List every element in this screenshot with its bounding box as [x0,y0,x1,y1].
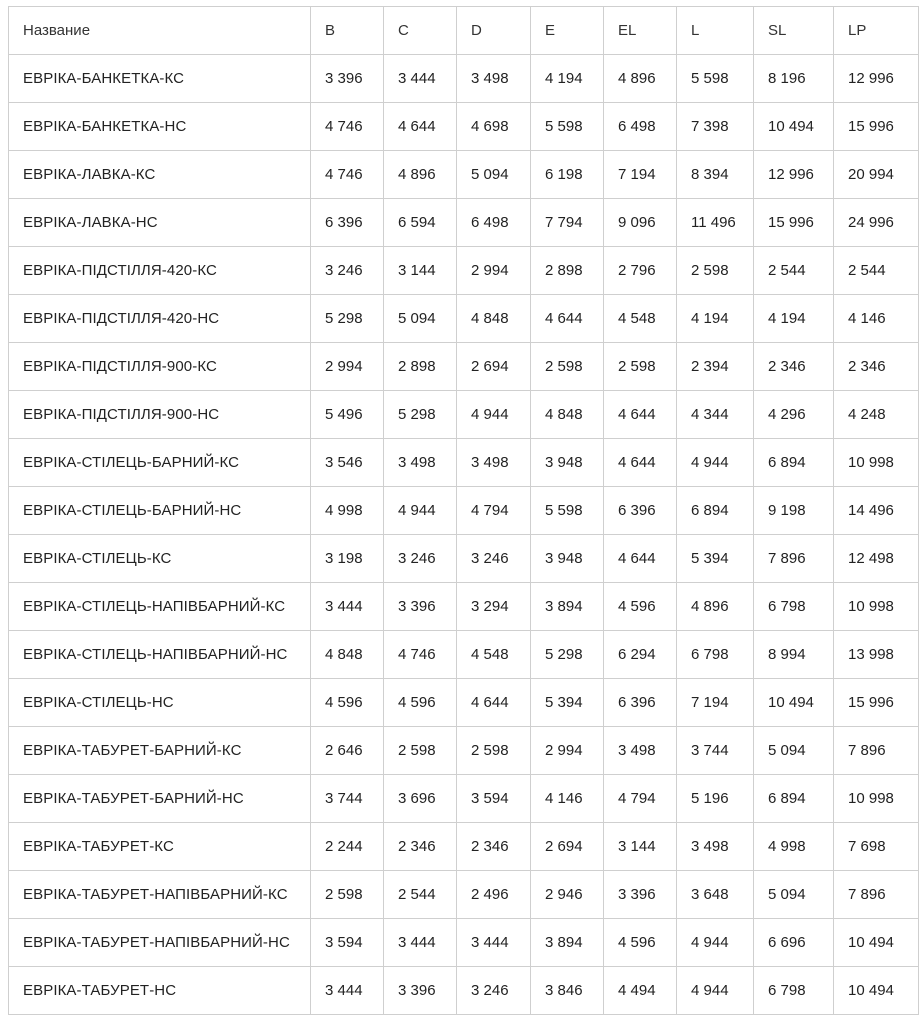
table-row [9,439,919,487]
column-header-lp: LP [834,7,919,55]
product-name-cell: ЕВРІКА-ПІДСТІЛЛЯ-900-КС [9,343,311,391]
price-cell-sl: 6 696 [754,919,834,967]
price-cell-b: 5 298 [311,295,384,343]
price-cell-l: 5 394 [677,535,754,583]
price-cell-e: 2 694 [531,823,604,871]
price-cell-c: 2 544 [384,871,457,919]
price-cell-l: 3 744 [677,727,754,775]
price-cell-el: 2 598 [604,343,677,391]
price-cell-c: 4 746 [384,631,457,679]
price-cell-el: 6 396 [604,679,677,727]
price-cell-sl: 4 998 [754,823,834,871]
price-cell-c: 3 696 [384,775,457,823]
table-row [9,727,919,775]
product-name-cell: ЕВРІКА-ПІДСТІЛЛЯ-900-НС [9,391,311,439]
price-cell-e: 3 948 [531,535,604,583]
price-cell-lp: 10 998 [834,439,919,487]
price-cell-l: 7 194 [677,679,754,727]
price-cell-e: 6 198 [531,151,604,199]
price-cell-b: 3 396 [311,55,384,103]
price-cell-c: 3 444 [384,919,457,967]
price-cell-d: 3 246 [457,967,531,1015]
price-cell-d: 4 644 [457,679,531,727]
price-cell-el: 4 644 [604,391,677,439]
price-cell-d: 3 444 [457,919,531,967]
price-cell-lp: 12 996 [834,55,919,103]
price-cell-d: 3 594 [457,775,531,823]
price-cell-l: 4 944 [677,919,754,967]
column-header-sl: SL [754,7,834,55]
price-cell-l: 4 194 [677,295,754,343]
price-cell-lp: 10 494 [834,919,919,967]
price-cell-e: 5 598 [531,103,604,151]
price-cell-el: 2 796 [604,247,677,295]
price-cell-el: 4 596 [604,583,677,631]
table-row [9,247,919,295]
price-cell-l: 4 944 [677,439,754,487]
price-cell-lp: 15 996 [834,103,919,151]
price-cell-c: 3 444 [384,55,457,103]
product-name-cell: ЕВРІКА-ТАБУРЕТ-НС [9,967,311,1015]
price-cell-el: 3 144 [604,823,677,871]
table-row [9,295,919,343]
price-cell-c: 2 598 [384,727,457,775]
price-cell-el: 4 896 [604,55,677,103]
price-cell-d: 2 598 [457,727,531,775]
product-name-cell: ЕВРІКА-ПІДСТІЛЛЯ-420-КС [9,247,311,295]
table-row [9,535,919,583]
price-cell-lp: 10 998 [834,583,919,631]
price-cell-d: 3 498 [457,55,531,103]
price-cell-c: 3 246 [384,535,457,583]
price-cell-b: 4 746 [311,103,384,151]
price-cell-e: 2 994 [531,727,604,775]
table-row [9,55,919,103]
price-cell-c: 5 094 [384,295,457,343]
product-name-cell: ЕВРІКА-ТАБУРЕТ-БАРНИЙ-НС [9,775,311,823]
product-name-cell: ЕВРІКА-ТАБУРЕТ-НАПІВБАРНИЙ-КС [9,871,311,919]
price-cell-e: 3 894 [531,919,604,967]
table-row [9,343,919,391]
price-cell-lp: 13 998 [834,631,919,679]
price-cell-b: 3 744 [311,775,384,823]
price-cell-d: 4 698 [457,103,531,151]
price-cell-lp: 2 346 [834,343,919,391]
table-row [9,583,919,631]
price-cell-d: 4 794 [457,487,531,535]
price-cell-l: 6 894 [677,487,754,535]
price-cell-d: 3 246 [457,535,531,583]
price-cell-d: 4 848 [457,295,531,343]
price-cell-b: 3 546 [311,439,384,487]
price-cell-l: 5 598 [677,55,754,103]
price-cell-b: 4 998 [311,487,384,535]
product-name-cell: ЕВРІКА-ТАБУРЕТ-БАРНИЙ-КС [9,727,311,775]
price-cell-b: 3 198 [311,535,384,583]
price-cell-sl: 15 996 [754,199,834,247]
table-body [9,55,919,1015]
price-cell-el: 6 294 [604,631,677,679]
price-cell-b: 2 244 [311,823,384,871]
price-cell-d: 2 496 [457,871,531,919]
price-table-container [8,6,919,1015]
product-name-cell: ЕВРІКА-СТІЛЕЦЬ-НС [9,679,311,727]
product-name-cell: ЕВРІКА-СТІЛЕЦЬ-КС [9,535,311,583]
price-cell-e: 5 598 [531,487,604,535]
price-cell-c: 4 944 [384,487,457,535]
product-name-cell: ЕВРІКА-БАНКЕТКА-НС [9,103,311,151]
product-name-cell: ЕВРІКА-СТІЛЕЦЬ-БАРНИЙ-КС [9,439,311,487]
column-header-el: EL [604,7,677,55]
price-cell-sl: 9 198 [754,487,834,535]
column-header-l: L [677,7,754,55]
table-row [9,487,919,535]
product-name-cell: ЕВРІКА-ЛАВКА-НС [9,199,311,247]
price-cell-c: 3 498 [384,439,457,487]
product-name-cell: ЕВРІКА-ТАБУРЕТ-КС [9,823,311,871]
column-header-name: Название [9,7,311,55]
price-cell-el: 6 498 [604,103,677,151]
price-cell-sl: 6 894 [754,439,834,487]
price-cell-sl: 5 094 [754,727,834,775]
price-cell-lp: 12 498 [834,535,919,583]
table-row [9,871,919,919]
price-cell-d: 6 498 [457,199,531,247]
price-cell-sl: 2 346 [754,343,834,391]
product-name-cell: ЕВРІКА-БАНКЕТКА-КС [9,55,311,103]
price-cell-e: 2 898 [531,247,604,295]
price-cell-d: 5 094 [457,151,531,199]
price-cell-l: 8 394 [677,151,754,199]
price-cell-b: 4 596 [311,679,384,727]
price-cell-el: 4 794 [604,775,677,823]
price-cell-b: 6 396 [311,199,384,247]
price-cell-d: 2 994 [457,247,531,295]
table-row [9,103,919,151]
price-cell-d: 4 548 [457,631,531,679]
price-cell-l: 3 648 [677,871,754,919]
price-cell-e: 2 598 [531,343,604,391]
price-cell-l: 5 196 [677,775,754,823]
price-cell-sl: 2 544 [754,247,834,295]
price-cell-c: 6 594 [384,199,457,247]
price-cell-d: 2 346 [457,823,531,871]
table-row [9,775,919,823]
price-cell-d: 3 294 [457,583,531,631]
price-cell-sl: 4 296 [754,391,834,439]
price-cell-lp: 4 248 [834,391,919,439]
price-cell-l: 3 498 [677,823,754,871]
price-cell-c: 3 396 [384,967,457,1015]
column-header-d: D [457,7,531,55]
product-name-cell: ЕВРІКА-СТІЛЕЦЬ-БАРНИЙ-НС [9,487,311,535]
price-cell-e: 3 846 [531,967,604,1015]
price-cell-d: 4 944 [457,391,531,439]
price-cell-el: 7 194 [604,151,677,199]
price-cell-lp: 2 544 [834,247,919,295]
price-cell-sl: 12 996 [754,151,834,199]
table-row [9,151,919,199]
price-cell-el: 4 596 [604,919,677,967]
price-cell-el: 4 644 [604,535,677,583]
price-cell-e: 2 946 [531,871,604,919]
price-cell-l: 4 896 [677,583,754,631]
price-cell-c: 2 346 [384,823,457,871]
price-cell-el: 3 498 [604,727,677,775]
price-cell-sl: 10 494 [754,679,834,727]
price-cell-e: 5 298 [531,631,604,679]
price-cell-l: 4 944 [677,967,754,1015]
price-cell-b: 2 646 [311,727,384,775]
table-row [9,823,919,871]
price-cell-e: 7 794 [531,199,604,247]
table-row [9,199,919,247]
column-header-b: B [311,7,384,55]
price-cell-l: 7 398 [677,103,754,151]
price-cell-b: 3 444 [311,967,384,1015]
price-cell-d: 2 694 [457,343,531,391]
price-cell-e: 4 146 [531,775,604,823]
price-cell-lp: 15 996 [834,679,919,727]
price-cell-lp: 24 996 [834,199,919,247]
price-cell-sl: 10 494 [754,103,834,151]
price-cell-l: 11 496 [677,199,754,247]
price-cell-sl: 8 994 [754,631,834,679]
price-cell-el: 4 494 [604,967,677,1015]
product-name-cell: ЕВРІКА-СТІЛЕЦЬ-НАПІВБАРНИЙ-НС [9,631,311,679]
table-header-row [9,7,919,55]
price-cell-el: 9 096 [604,199,677,247]
price-cell-lp: 7 698 [834,823,919,871]
price-cell-sl: 6 798 [754,583,834,631]
product-name-cell: ЕВРІКА-ПІДСТІЛЛЯ-420-НС [9,295,311,343]
price-cell-e: 4 848 [531,391,604,439]
product-name-cell: ЕВРІКА-ЛАВКА-КС [9,151,311,199]
price-cell-lp: 14 496 [834,487,919,535]
price-cell-b: 3 594 [311,919,384,967]
price-cell-lp: 4 146 [834,295,919,343]
price-cell-lp: 10 494 [834,967,919,1015]
price-cell-sl: 8 196 [754,55,834,103]
price-cell-l: 2 394 [677,343,754,391]
price-cell-b: 2 598 [311,871,384,919]
price-cell-c: 5 298 [384,391,457,439]
price-cell-b: 3 444 [311,583,384,631]
price-cell-el: 4 548 [604,295,677,343]
column-header-e: E [531,7,604,55]
price-cell-sl: 6 894 [754,775,834,823]
table-row [9,967,919,1015]
product-name-cell: ЕВРІКА-ТАБУРЕТ-НАПІВБАРНИЙ-НС [9,919,311,967]
product-name-cell: ЕВРІКА-СТІЛЕЦЬ-НАПІВБАРНИЙ-КС [9,583,311,631]
price-cell-b: 3 246 [311,247,384,295]
table-row [9,919,919,967]
price-cell-e: 4 194 [531,55,604,103]
price-cell-e: 3 894 [531,583,604,631]
table-row [9,391,919,439]
price-cell-lp: 7 896 [834,871,919,919]
price-cell-b: 2 994 [311,343,384,391]
table-row [9,631,919,679]
price-cell-d: 3 498 [457,439,531,487]
price-cell-l: 4 344 [677,391,754,439]
price-cell-c: 4 644 [384,103,457,151]
table-row [9,679,919,727]
price-cell-b: 5 496 [311,391,384,439]
price-cell-b: 4 848 [311,631,384,679]
price-cell-sl: 6 798 [754,967,834,1015]
price-cell-c: 3 396 [384,583,457,631]
price-cell-sl: 5 094 [754,871,834,919]
price-cell-lp: 20 994 [834,151,919,199]
price-cell-e: 3 948 [531,439,604,487]
price-cell-c: 2 898 [384,343,457,391]
price-cell-c: 3 144 [384,247,457,295]
price-cell-lp: 7 896 [834,727,919,775]
price-cell-sl: 7 896 [754,535,834,583]
price-cell-el: 4 644 [604,439,677,487]
price-cell-lp: 10 998 [834,775,919,823]
price-table [8,6,919,1015]
price-cell-el: 6 396 [604,487,677,535]
price-cell-e: 5 394 [531,679,604,727]
price-cell-b: 4 746 [311,151,384,199]
column-header-c: C [384,7,457,55]
price-cell-l: 6 798 [677,631,754,679]
price-cell-e: 4 644 [531,295,604,343]
price-cell-sl: 4 194 [754,295,834,343]
price-cell-c: 4 596 [384,679,457,727]
price-cell-c: 4 896 [384,151,457,199]
price-cell-el: 3 396 [604,871,677,919]
price-cell-l: 2 598 [677,247,754,295]
